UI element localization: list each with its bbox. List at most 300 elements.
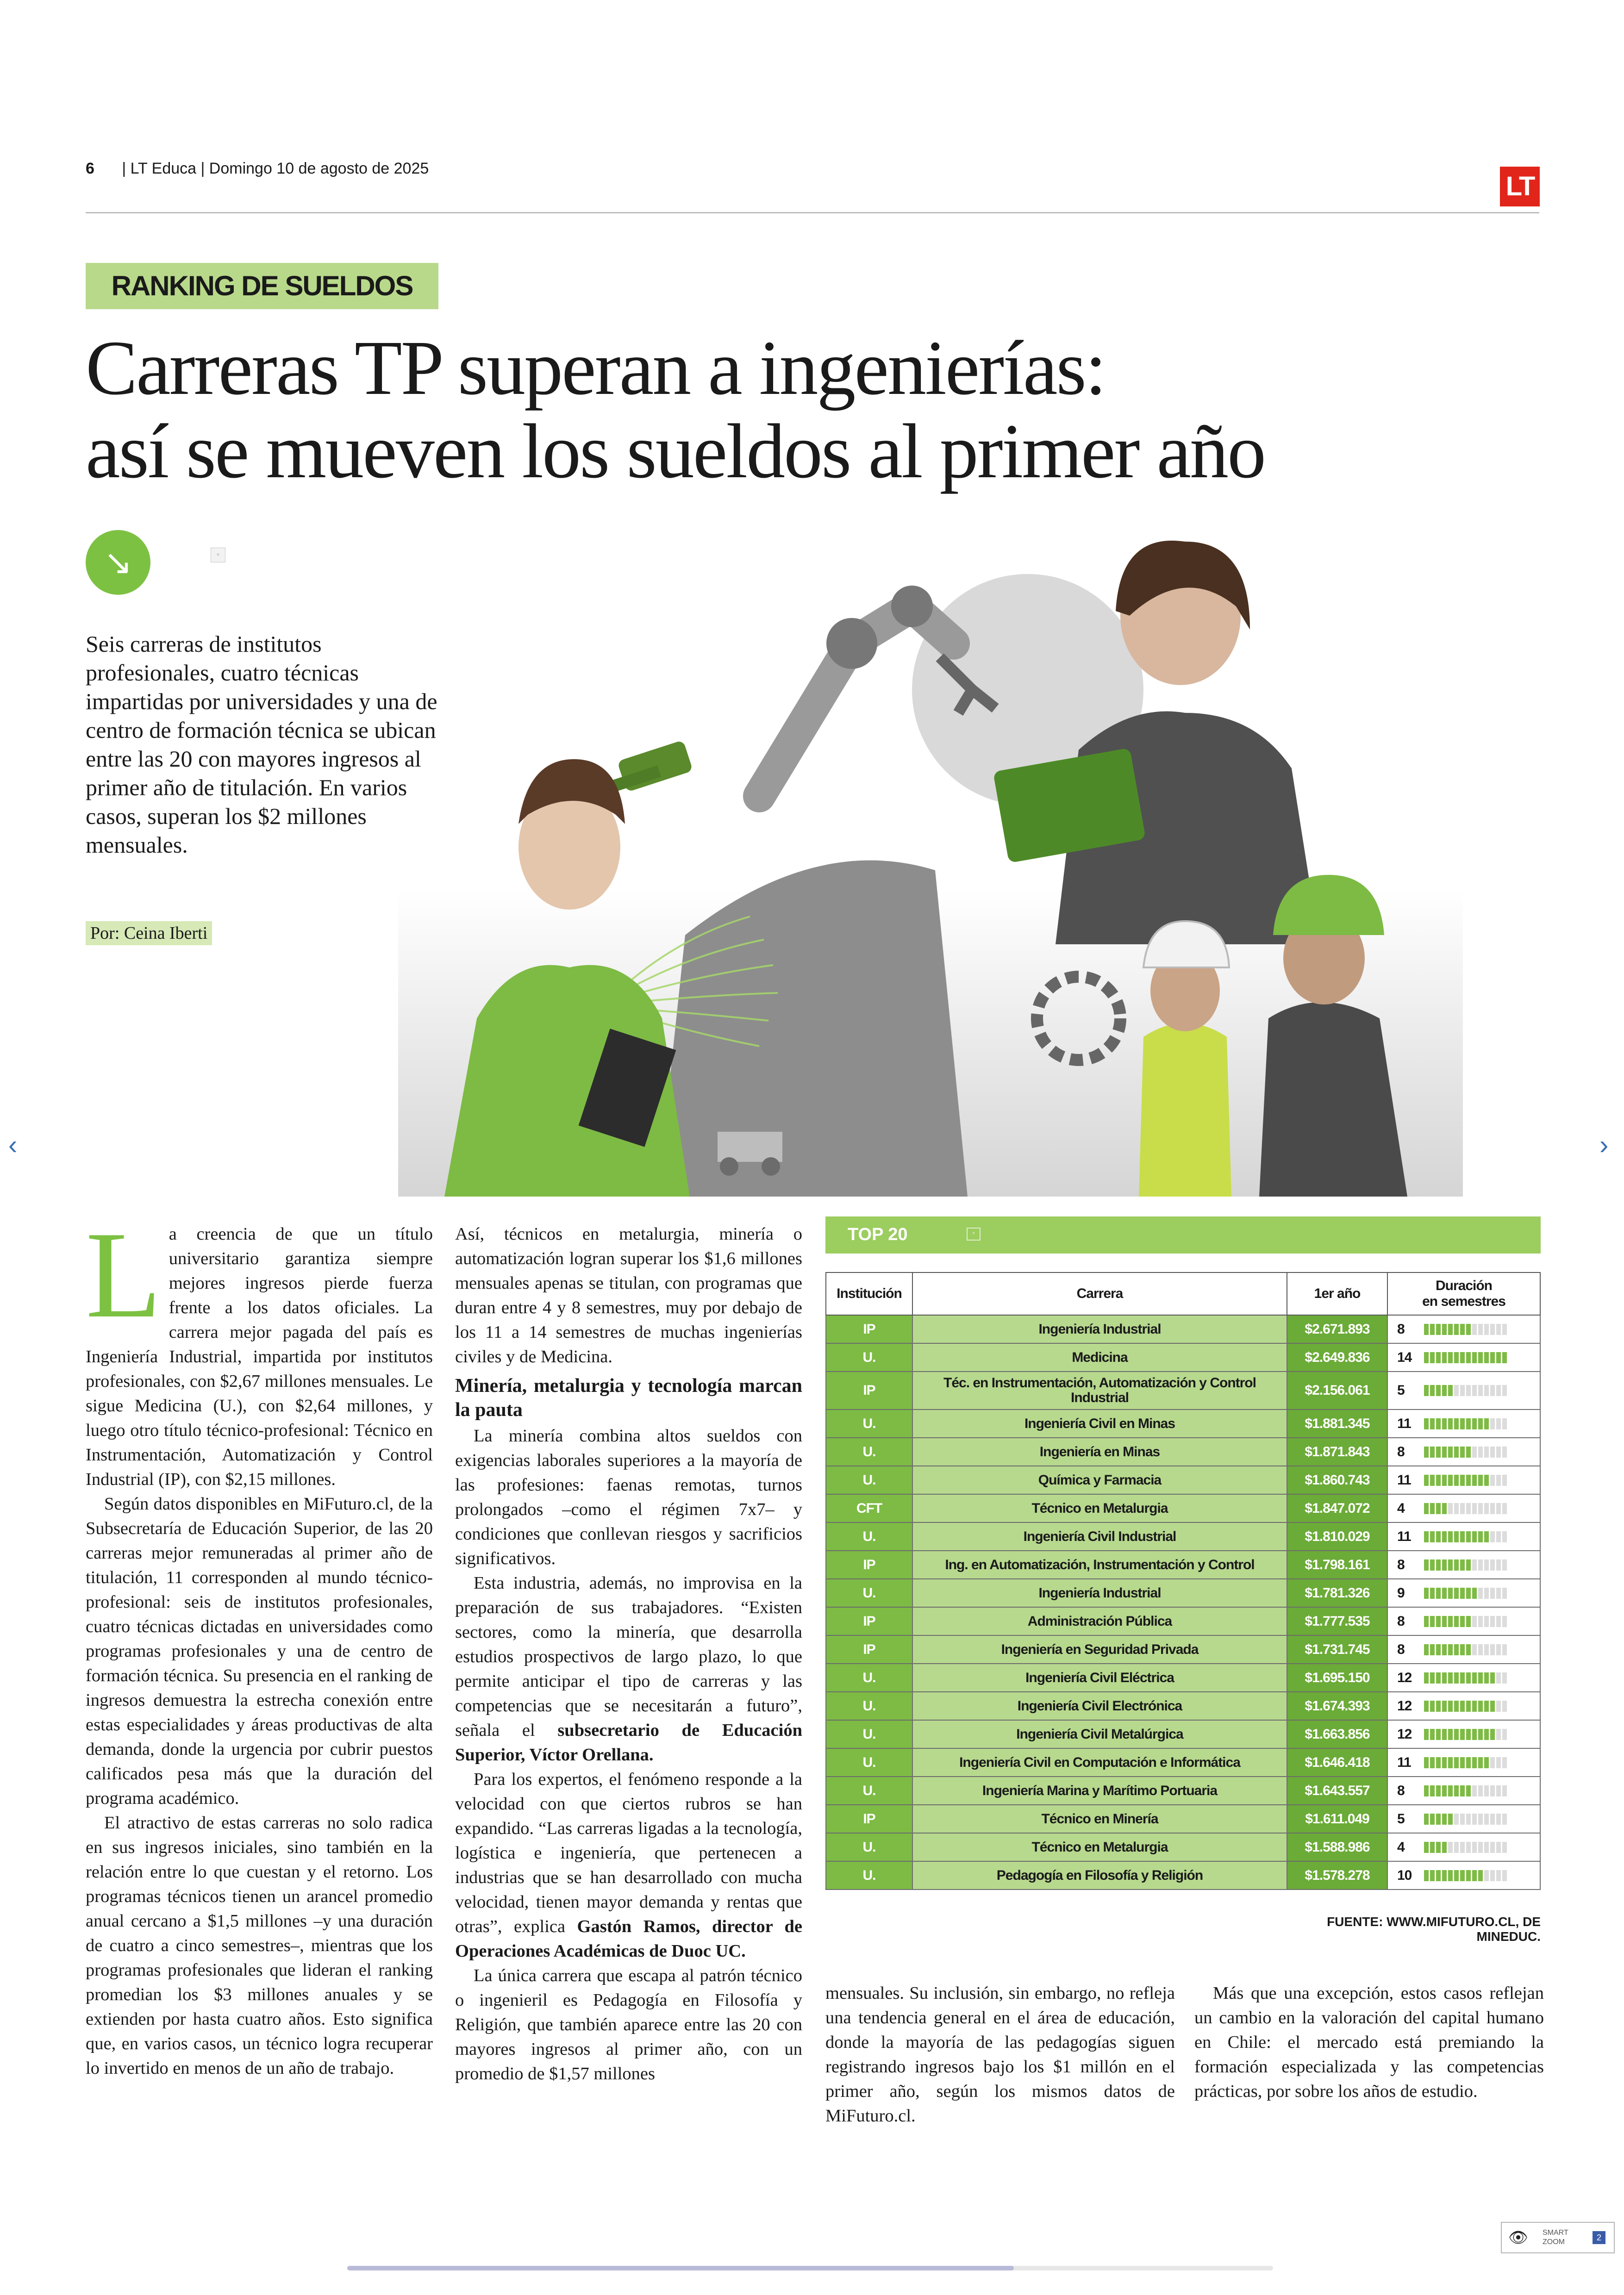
semester-tick [1496, 1418, 1501, 1429]
semesters-cell: 11 [1387, 1466, 1420, 1494]
semester-tick [1448, 1870, 1453, 1881]
semesters-bar-cell [1420, 1748, 1540, 1777]
semesters-cell: 12 [1387, 1664, 1420, 1692]
semester-tick [1466, 1644, 1471, 1655]
paragraph: El atractivo de estas carreras no solo radica en sus ingresos iniciales, sino también en la relación entre lo que cuestan y el retorno. Los programas técnicos tienen un arancel promedio anual cercano a $1,5 millones –y una duración de cuatro a cinco semestres–, mientras que los programas profesionales que lideran el ranking promedian los $3 millones anuales y se extienden por hasta cuatro años. Esto significa que, en varios casos, un técnico logra recuperar lo invertido en menos de un año de trabajo. [86, 1813, 433, 2078]
semester-tick [1490, 1644, 1495, 1655]
semester-tick [1484, 1672, 1489, 1684]
semester-tick [1436, 1531, 1441, 1542]
semesters-bar [1424, 1352, 1540, 1363]
semester-tick [1472, 1352, 1477, 1363]
table-row [826, 1635, 1540, 1664]
semester-tick [1502, 1475, 1507, 1486]
semester-tick [1502, 1729, 1507, 1740]
table-row [826, 1777, 1540, 1805]
semester-tick [1460, 1324, 1465, 1335]
semester-tick [1484, 1616, 1489, 1627]
semester-tick [1424, 1672, 1429, 1684]
semester-tick [1484, 1757, 1489, 1768]
table-row [826, 1494, 1540, 1522]
semester-tick [1466, 1870, 1471, 1881]
table-row [826, 1372, 1540, 1409]
image-icon[interactable]: ▫ [211, 548, 225, 562]
semester-tick [1430, 1616, 1435, 1627]
semesters-bar-cell [1420, 1635, 1540, 1664]
semester-tick [1466, 1814, 1471, 1825]
first-year-salary-cell: $1.731.745 [1287, 1635, 1387, 1664]
semester-tick [1502, 1616, 1507, 1627]
semester-tick [1502, 1588, 1507, 1599]
semester-tick [1454, 1559, 1459, 1571]
semester-tick [1430, 1385, 1435, 1396]
semester-tick [1484, 1531, 1489, 1542]
paragraph: mensuales. Su inclusión, sin embargo, no refleja una tendencia general en el área de educación, donde la mayoría de las pedagogías siguen registrando ingresos bajo los $1 millón en el primer año, según los mismos datos de MiFuturo.cl. [825, 1983, 1175, 2126]
semester-tick [1478, 1729, 1483, 1740]
semesters-bar-cell [1420, 1551, 1540, 1579]
semester-tick [1478, 1418, 1483, 1429]
semester-tick [1478, 1588, 1483, 1599]
table-row [826, 1748, 1540, 1777]
semester-tick [1502, 1503, 1507, 1514]
semesters-bar [1424, 1447, 1540, 1458]
career-cell: Pedagogía en Filosofía y Religión [912, 1861, 1287, 1890]
semester-tick [1460, 1785, 1465, 1796]
semester-tick [1484, 1447, 1489, 1458]
career-cell: Téc. en Instrumentación, Automatización y Control Industrial [912, 1372, 1287, 1409]
semester-tick [1448, 1588, 1453, 1599]
career-cell: Ingeniería Industrial [912, 1315, 1287, 1343]
drop-cap: L [86, 1206, 162, 1343]
semester-tick [1490, 1588, 1495, 1599]
semester-tick [1430, 1559, 1435, 1571]
semester-tick [1466, 1701, 1471, 1712]
semester-tick [1496, 1475, 1501, 1486]
semester-tick [1490, 1757, 1495, 1768]
semester-tick [1436, 1644, 1441, 1655]
headline-line-1: Carreras TP superan a ingenierías: [86, 325, 1106, 411]
institution-cell: IP [826, 1372, 912, 1409]
semester-tick [1448, 1757, 1453, 1768]
semester-tick [1472, 1531, 1477, 1542]
semester-tick [1490, 1814, 1495, 1825]
semester-tick [1466, 1418, 1471, 1429]
top20-title: TOP 20 [848, 1225, 908, 1244]
first-year-salary-cell: $2.671.893 [1287, 1315, 1387, 1343]
semester-tick [1442, 1447, 1447, 1458]
semester-tick [1454, 1757, 1459, 1768]
semester-tick [1502, 1814, 1507, 1825]
semester-tick [1478, 1814, 1483, 1825]
semester-tick [1472, 1503, 1477, 1514]
semester-tick [1436, 1842, 1441, 1853]
semester-tick [1466, 1352, 1471, 1363]
semester-tick [1442, 1842, 1447, 1853]
semester-tick [1472, 1644, 1477, 1655]
semester-tick [1442, 1588, 1447, 1599]
table-row [826, 1861, 1540, 1890]
semesters-bar-cell [1420, 1720, 1540, 1748]
semester-tick [1436, 1785, 1441, 1796]
semester-tick [1484, 1324, 1489, 1335]
semester-tick [1460, 1531, 1465, 1542]
semester-tick [1442, 1729, 1447, 1740]
semesters-bar-cell [1420, 1579, 1540, 1607]
first-year-salary-cell: $1.578.278 [1287, 1861, 1387, 1890]
semester-tick [1496, 1644, 1501, 1655]
semester-tick [1484, 1785, 1489, 1796]
table-body [826, 1315, 1540, 1890]
semester-tick [1460, 1503, 1465, 1514]
institution-cell: CFT [826, 1494, 912, 1522]
table-row [826, 1466, 1540, 1494]
institution-cell: U. [826, 1692, 912, 1720]
semester-tick [1496, 1324, 1501, 1335]
institution-cell: U. [826, 1748, 912, 1777]
semester-tick [1466, 1785, 1471, 1796]
career-cell: Ingeniería Civil Electrónica [912, 1692, 1287, 1720]
semester-tick [1502, 1385, 1507, 1396]
semester-tick [1472, 1588, 1477, 1599]
semester-tick [1484, 1842, 1489, 1853]
semester-tick [1460, 1729, 1465, 1740]
semester-tick [1478, 1701, 1483, 1712]
header-rule [86, 212, 1539, 213]
scrollbar-thumb[interactable] [347, 2266, 1014, 2270]
semesters-bar-cell [1420, 1692, 1540, 1720]
semester-tick [1460, 1616, 1465, 1627]
header-career: Carrera [912, 1272, 1287, 1315]
semesters-cell: 4 [1387, 1833, 1420, 1861]
semester-tick [1496, 1559, 1501, 1571]
semesters-cell: 10 [1387, 1861, 1420, 1890]
horizontal-scrollbar[interactable] [347, 2266, 1273, 2270]
table-row [826, 1833, 1540, 1861]
semester-tick [1424, 1324, 1429, 1335]
career-cell: Técnico en Metalurgia [912, 1833, 1287, 1861]
semesters-bar [1424, 1870, 1540, 1881]
semesters-cell: 8 [1387, 1777, 1420, 1805]
article-column-2 [455, 1222, 802, 2086]
semester-tick [1436, 1814, 1441, 1825]
semester-tick [1436, 1729, 1441, 1740]
semester-tick [1466, 1475, 1471, 1486]
semester-tick [1460, 1475, 1465, 1486]
semesters-bar-cell [1420, 1777, 1540, 1805]
career-cell: Química y Farmacia [912, 1466, 1287, 1494]
semester-tick [1424, 1785, 1429, 1796]
institution-cell: U. [826, 1409, 912, 1438]
semester-tick [1454, 1324, 1459, 1335]
semester-tick [1472, 1870, 1477, 1881]
subheading: Minería, metalurgia y tecnología marcan la pauta [455, 1375, 802, 1421]
semester-tick [1472, 1418, 1477, 1429]
semester-tick [1466, 1588, 1471, 1599]
semesters-bar [1424, 1785, 1540, 1796]
semester-tick [1454, 1418, 1459, 1429]
first-year-salary-cell: $1.674.393 [1287, 1692, 1387, 1720]
semester-tick [1484, 1352, 1489, 1363]
semester-tick [1424, 1385, 1429, 1396]
semester-tick [1436, 1418, 1441, 1429]
semester-tick [1478, 1352, 1483, 1363]
semester-tick [1472, 1729, 1477, 1740]
semester-tick [1502, 1531, 1507, 1542]
semester-tick [1448, 1418, 1453, 1429]
semester-tick [1442, 1324, 1447, 1335]
first-year-salary-cell: $1.781.326 [1287, 1579, 1387, 1607]
semesters-cell: 4 [1387, 1494, 1420, 1522]
semester-tick [1496, 1352, 1501, 1363]
semester-tick [1430, 1870, 1435, 1881]
semester-tick [1442, 1503, 1447, 1514]
article-column-1 [86, 1206, 433, 2081]
semester-tick [1430, 1701, 1435, 1712]
semester-tick [1448, 1559, 1453, 1571]
semester-tick [1484, 1559, 1489, 1571]
semester-tick [1424, 1616, 1429, 1627]
career-cell: Ingeniería en Minas [912, 1438, 1287, 1466]
semester-tick [1478, 1503, 1483, 1514]
page-header: 6 | LT Educa | Domingo 10 de agosto de 2025 [86, 160, 429, 177]
semester-tick [1442, 1701, 1447, 1712]
career-cell: Ingeniería Civil en Minas [912, 1409, 1287, 1438]
semester-tick [1466, 1531, 1471, 1542]
semester-tick [1490, 1559, 1495, 1571]
semester-tick [1436, 1757, 1441, 1768]
semesters-cell: 11 [1387, 1748, 1420, 1777]
semesters-bar [1424, 1701, 1540, 1712]
semester-tick [1502, 1418, 1507, 1429]
semester-tick [1436, 1672, 1441, 1684]
semester-tick [1460, 1447, 1465, 1458]
semester-tick [1490, 1447, 1495, 1458]
table-row [826, 1551, 1540, 1579]
semester-tick [1436, 1870, 1441, 1881]
semesters-cell: 5 [1387, 1372, 1420, 1409]
table-row [826, 1438, 1540, 1466]
institution-cell: IP [826, 1635, 912, 1664]
first-year-salary-cell: $1.777.535 [1287, 1607, 1387, 1635]
semesters-cell: 12 [1387, 1692, 1420, 1720]
semester-tick [1436, 1588, 1441, 1599]
paragraph: Para los expertos, el fenómeno responde a la velocidad con que ciertos rubros se han expandido. “Las carreras ligadas a la tecnología, logística e ingeniería, que pertenecen a industrias que se han desarrollado con mucha velocidad, tienen mayor demanda y rentas que otras”, explica Gastón Ramos, director de Operaciones Académicas de Duoc UC. [455, 1770, 802, 1961]
table-row [826, 1343, 1540, 1372]
semester-tick [1424, 1559, 1429, 1571]
semesters-bar-cell [1420, 1833, 1540, 1861]
semester-tick [1442, 1559, 1447, 1571]
semester-tick [1466, 1447, 1471, 1458]
career-cell: Ingeniería Civil en Computación e Informática [912, 1748, 1287, 1777]
semester-tick [1478, 1559, 1483, 1571]
semesters-cell: 12 [1387, 1720, 1420, 1748]
semester-tick [1454, 1729, 1459, 1740]
semester-tick [1454, 1352, 1459, 1363]
institution-cell: IP [826, 1551, 912, 1579]
career-cell: Ingeniería en Seguridad Privada [912, 1635, 1287, 1664]
semester-tick [1490, 1418, 1495, 1429]
semester-tick [1454, 1644, 1459, 1655]
semester-tick [1442, 1616, 1447, 1627]
semester-tick [1424, 1503, 1429, 1514]
semester-tick [1478, 1324, 1483, 1335]
semester-tick [1454, 1814, 1459, 1825]
semester-tick [1460, 1588, 1465, 1599]
semesters-bar [1424, 1531, 1540, 1542]
semester-tick [1472, 1324, 1477, 1335]
semester-tick [1478, 1447, 1483, 1458]
previous-page-chevron-icon[interactable]: ‹ [8, 1130, 18, 1160]
semester-tick [1496, 1870, 1501, 1881]
semester-tick [1436, 1475, 1441, 1486]
semesters-bar-cell [1420, 1315, 1540, 1343]
semester-tick [1430, 1475, 1435, 1486]
semester-tick [1454, 1447, 1459, 1458]
first-year-salary-cell: $1.611.049 [1287, 1805, 1387, 1833]
eye-icon: 👁 [1508, 2229, 1529, 2246]
semesters-bar-cell [1420, 1861, 1540, 1890]
semester-tick [1436, 1701, 1441, 1712]
semester-tick [1472, 1814, 1477, 1825]
salary-ranking-table [825, 1272, 1541, 1890]
semester-tick [1454, 1672, 1459, 1684]
smart-zoom-button[interactable] [1501, 2222, 1615, 2253]
semester-tick [1466, 1324, 1471, 1335]
semesters-cell: 11 [1387, 1409, 1420, 1438]
semester-tick [1490, 1870, 1495, 1881]
career-cell: Ingeniería Marina y Marítimo Portuaria [912, 1777, 1287, 1805]
semester-tick [1454, 1531, 1459, 1542]
semester-tick [1490, 1701, 1495, 1712]
first-year-salary-cell: $1.663.856 [1287, 1720, 1387, 1748]
semester-tick [1454, 1588, 1459, 1599]
career-cell: Ingeniería Civil Industrial [912, 1522, 1287, 1551]
semester-tick [1490, 1842, 1495, 1853]
semester-tick [1466, 1559, 1471, 1571]
first-year-salary-cell: $2.649.836 [1287, 1343, 1387, 1372]
image-icon[interactable]: ▫ [967, 1228, 981, 1241]
semesters-bar-cell [1420, 1438, 1540, 1466]
semester-tick [1502, 1672, 1507, 1684]
career-cell: Ingeniería Civil Metalúrgica [912, 1720, 1287, 1748]
first-year-salary-cell: $1.646.418 [1287, 1748, 1387, 1777]
semester-tick [1472, 1672, 1477, 1684]
semester-tick [1460, 1757, 1465, 1768]
semester-tick [1472, 1475, 1477, 1486]
semester-tick [1454, 1870, 1459, 1881]
semester-tick [1484, 1644, 1489, 1655]
institution-cell: U. [826, 1833, 912, 1861]
semester-tick [1442, 1757, 1447, 1768]
paragraph: Según datos disponibles en MiFuturo.cl, de la Subsecretaría de Educación Superior, de las 20 carreras mejor remuneradas al primer año de titulación, 11 corresponden al mundo técnico-profesional: seis de institutos profesionales, cuatro técnicas dictadas en universidades como programas profesionales y una de centro de formación técnica. Su presencia en el ranking de ingresos demuestra la estrecha conexión entre estas especialidades y áreas productivas de alta demanda, donde la urgencia por cubrir puestos calificados pesa más que la duración del programa académico. [86, 1494, 433, 1808]
semesters-cell: 9 [1387, 1579, 1420, 1607]
semester-tick [1424, 1701, 1429, 1712]
semester-tick [1466, 1757, 1471, 1768]
semester-tick [1448, 1729, 1453, 1740]
first-year-salary-cell: $2.156.061 [1287, 1372, 1387, 1409]
semester-tick [1496, 1757, 1501, 1768]
semester-tick [1460, 1672, 1465, 1684]
semesters-cell: 8 [1387, 1438, 1420, 1466]
semester-tick [1466, 1842, 1471, 1853]
semester-tick [1448, 1842, 1453, 1853]
semester-tick [1478, 1757, 1483, 1768]
semester-tick [1478, 1672, 1483, 1684]
next-page-chevron-icon[interactable]: › [1599, 1130, 1609, 1160]
first-year-salary-cell: $1.643.557 [1287, 1777, 1387, 1805]
semester-tick [1484, 1588, 1489, 1599]
first-year-salary-cell: $1.847.072 [1287, 1494, 1387, 1522]
paragraph: La única carrera que escapa al patrón técnico o ingenieril es Pedagogía en Filosofía y Religión, que también aparece entre las 20 con mayores ingresos al primer año, con un promedio de $1,57 millones [455, 1966, 802, 2083]
semester-tick [1454, 1785, 1459, 1796]
institution-cell: U. [826, 1466, 912, 1494]
semester-tick [1472, 1447, 1477, 1458]
paragraph: La minería combina altos sueldos con exigencias laborales superiores a la mayoría de las profesiones: faenas remotas, turnos prolongados –como el régimen 7x7– y condiciones que conllevan riesgos y sacrificios significativos. [455, 1426, 802, 1568]
semester-tick [1472, 1701, 1477, 1712]
institution-cell: U. [826, 1579, 912, 1607]
semester-tick [1448, 1644, 1453, 1655]
semesters-cell: 8 [1387, 1635, 1420, 1664]
semester-tick [1448, 1814, 1453, 1825]
semester-tick [1496, 1701, 1501, 1712]
first-year-salary-cell: $1.695.150 [1287, 1664, 1387, 1692]
semester-tick [1496, 1672, 1501, 1684]
table-row [826, 1579, 1540, 1607]
semester-tick [1448, 1503, 1453, 1514]
semester-tick [1454, 1842, 1459, 1853]
semester-tick [1430, 1447, 1435, 1458]
headline-line-2: así se mueven los sueldos al primer año [86, 408, 1265, 494]
table-row [826, 1315, 1540, 1343]
semester-tick [1424, 1757, 1429, 1768]
byline: Por: Ceina Iberti [86, 921, 212, 945]
semester-tick [1472, 1559, 1477, 1571]
semester-tick [1490, 1531, 1495, 1542]
semester-tick [1472, 1842, 1477, 1853]
semester-tick [1478, 1616, 1483, 1627]
semester-tick [1424, 1531, 1429, 1542]
semester-tick [1442, 1418, 1447, 1429]
career-cell: Técnico en Metalurgia [912, 1494, 1287, 1522]
paragraph: Más que una excepción, estos casos reflejan un cambio en la valoración del capital humano en Chile: el mercado está premiando la formación especializada y las competencias prácticas, por sobre los años de estudio. [1194, 1983, 1544, 2101]
semester-tick [1442, 1385, 1447, 1396]
semester-tick [1436, 1324, 1441, 1335]
semester-tick [1502, 1842, 1507, 1853]
semester-tick [1502, 1785, 1507, 1796]
semester-tick [1430, 1672, 1435, 1684]
semester-tick [1466, 1616, 1471, 1627]
semester-tick [1442, 1352, 1447, 1363]
semester-tick [1466, 1672, 1471, 1684]
semester-tick [1424, 1588, 1429, 1599]
semester-tick [1448, 1475, 1453, 1486]
arrow-down-right-icon[interactable]: ↘ [86, 530, 150, 595]
semester-tick [1484, 1385, 1489, 1396]
semester-tick [1478, 1842, 1483, 1853]
table-row [826, 1522, 1540, 1551]
standfirst: Seis carreras de institutos profesionales, cuatro técnicas impartidas por universidades y una de centro de formación técnica se ubican entre las 20 con mayores ingresos al primer año de titulación. En varios casos, superan los $2 millones mensuales. [86, 631, 437, 858]
career-cell: Ing. en Automatización, Instrumentación y Control [912, 1551, 1287, 1579]
semester-tick [1502, 1324, 1507, 1335]
semester-tick [1478, 1531, 1483, 1542]
semester-tick [1430, 1757, 1435, 1768]
semester-tick [1430, 1531, 1435, 1542]
semester-tick [1496, 1814, 1501, 1825]
semester-tick [1490, 1729, 1495, 1740]
semesters-bar-cell [1420, 1343, 1540, 1372]
top20-banner [825, 1216, 1541, 1254]
institution-cell: U. [826, 1664, 912, 1692]
semester-tick [1460, 1842, 1465, 1853]
